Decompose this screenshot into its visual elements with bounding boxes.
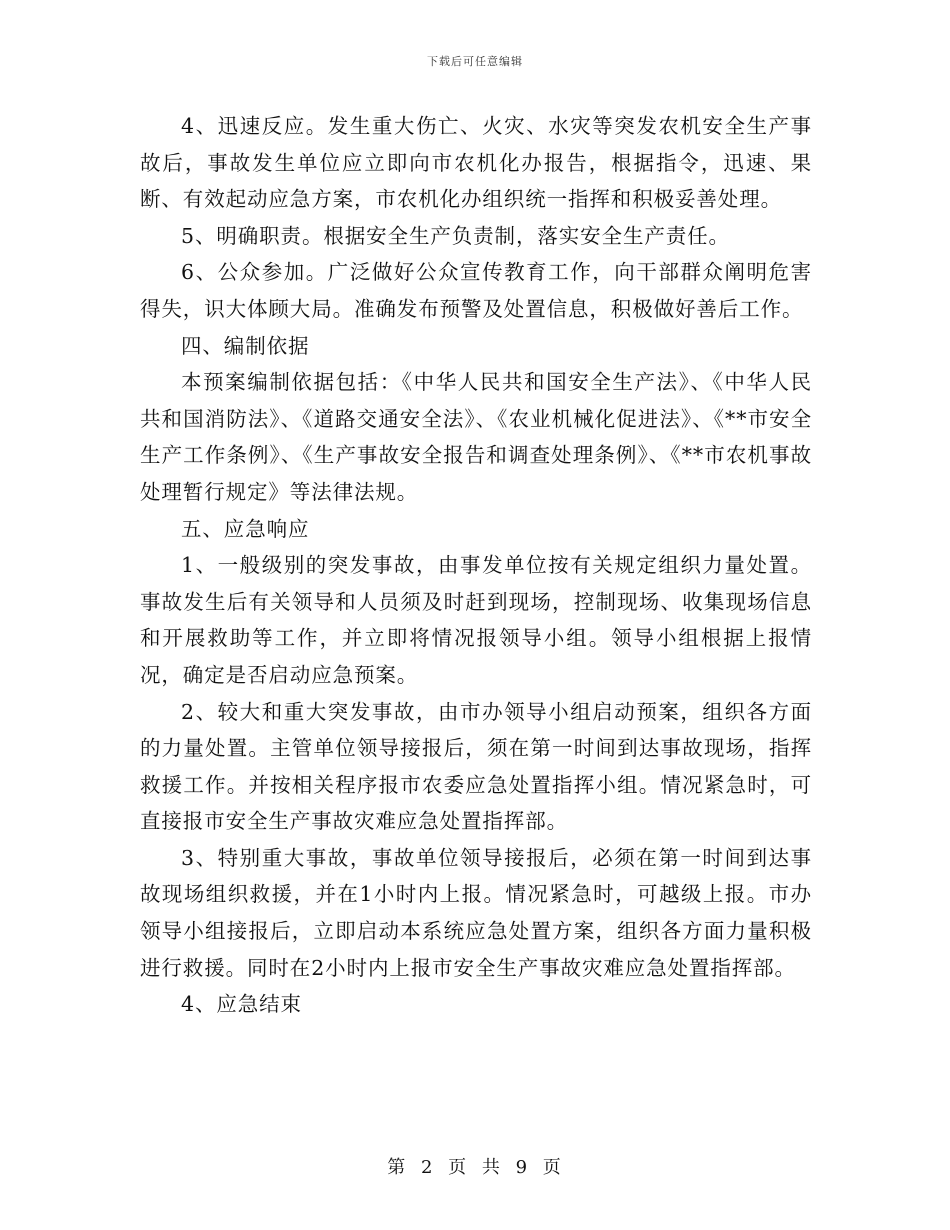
page-number-footer: 第 2 页 共 9 页 — [387, 1157, 563, 1178]
paragraph-emergency-end: 4、应急结束 — [181, 992, 302, 1017]
page-header-note: 下载后可任意编辑 — [427, 55, 523, 68]
paragraph-major-incident: 2、较大和重大突发事故，由市办领导小组启动预案，组织各方面的力量处置。主管单位领导接报后，须在第一时间到达事故现场，指挥救援工作。并按相关程序报市农委应急处置指挥小组。情况紧急时，可直接报市安全生产事故灾难应急处置指挥部。 — [140, 699, 812, 834]
paragraph-general-incident: 1、一般级别的突发事故，由事发单位按有关规定组织力量处置。事故发生后有关领导和人员须及时赶到现场，控制现场、收集现场信息和开展救助等工作，并立即将情况报领导小组。领导小组根据上报情况，确定是否启动应急预案。 — [140, 553, 812, 687]
document-body — [140, 108, 812, 1023]
paragraph-clear-duties: 5、明确职责。根据安全生产负责制，落实安全生产责任。 — [181, 223, 730, 248]
paragraph-public-participation: 6、公众参加。广泛做好公众宣传教育工作，向干部群众阐明危害得失，识大体顾大局。准确发布预警及处置信息，积极做好善后工作。 — [140, 260, 812, 321]
paragraph-basis: 本预案编制依据包括：《中华人民共和国安全生产法》、《中华人民共和国消防法》、《道路交通安全法》、《农业机械化促进法》、《**市安全生产工作条例》、《生产事故安全报告和调查处理条例》、《**市农机事故处理暂行规定》等法律法规。 — [140, 370, 812, 504]
section-heading-basis: 四、编制依据 — [181, 333, 310, 358]
paragraph-rapid-response: 4、迅速反应。发生重大伤亡、火灾、水灾等突发农机安全生产事故后，事故发生单位应立即向市农机化办报告，根据指令，迅速、果断、有效起动应急方案，市农机化办组织统一指挥和积极妥善处理。 — [140, 114, 812, 212]
section-heading-response: 五、应急响应 — [181, 516, 310, 541]
paragraph-severe-incident: 3、特别重大事故，事故单位领导接报后，必须在第一时间到达事故现场组织救援，并在1小时内上报。情况紧急时，可越级上报。市办领导小组接报后，立即启动本系统应急处置方案，组织各方面力量积极进行救援。同时在2小时内上报市安全生产事故灾难应急处置指挥部。 — [140, 845, 812, 980]
